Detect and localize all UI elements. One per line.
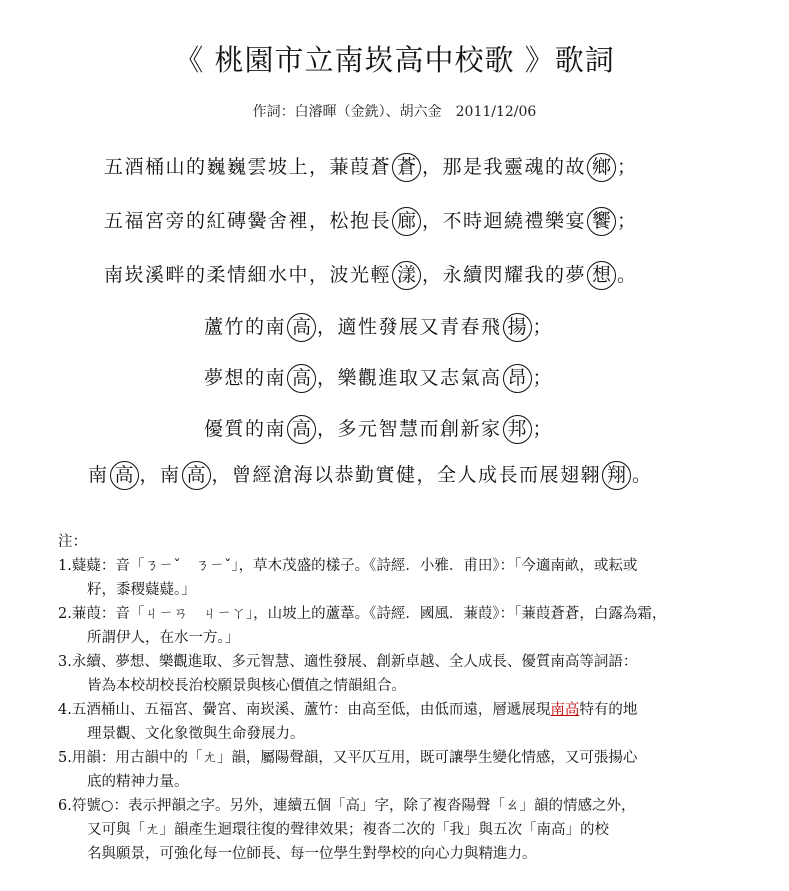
rhyme-circle: 廊 xyxy=(392,207,421,236)
rhyme-circle: 昂 xyxy=(503,364,532,393)
lyric-line: 南崁溪畔的柔情細水中，波光輕 漾 ，永續閃耀我的夢 想 。 xyxy=(104,260,638,290)
rhyme-circle: 鄉 xyxy=(587,153,616,182)
rhyme-circle: 高 xyxy=(110,461,139,490)
note-item: 6.符號○：表示押韻之字。另外，連續五個「高」字，除了複沓陽聲「ㄠ」韻的情感之外， 又可與「ㄤ」韻產生迴環往復的聲律效果；複沓二次的「我」與五次「南高」的校 名與願景，可強化每一位師長、每一位學生對學校的向心力與精進力。 xyxy=(58,798,636,862)
lyric-line: 南 高 ，南 高 ，曾經滄海以恭勤實健，全人成長而展翅翱 翔 。 xyxy=(88,460,653,490)
rhyme-circle: 邦 xyxy=(503,415,532,444)
lyricist-byline: 作詞：白濬暉（金銑）、胡六金 2011/12/06 xyxy=(252,104,537,120)
rhyme-circle: 揚 xyxy=(503,313,532,342)
note-item: 1.薿薿：音「ㄋㄧˇ ㄋㄧˇ」，草木茂盛的樣子。《詩經．小雅．甫田》：「今適南畝，或耘或 籽，黍稷薿薿。」 xyxy=(58,558,638,598)
note-item: 2.蒹葭：音「ㄐㄧㄢ ㄐㄧㄚ」，山坡上的蘆葦。《詩經．國風．蒹葭》：「蒹葭蒼蒼，白露為霜， 所謂伊人，在水一方。」 xyxy=(58,606,667,646)
notes-section xyxy=(58,530,748,866)
rhyme-circle: 高 xyxy=(287,415,316,444)
page-title: 《 桃園市立南崁高中校歌 》歌詞 xyxy=(174,43,615,77)
note-item: 3.永續、夢想、樂觀進取、多元智慧、適性發展、創新卓越、全人成長、優質南高等詞語： 皆為本校胡校長治校願景與核心價值之情韻組合。 xyxy=(58,654,638,694)
lyric-line: 五福宮旁的紅磚黌舍裡，松抱長 廊 ，不時迴繞禮樂宴 饗 ； xyxy=(104,206,638,236)
rhyme-circle: 高 xyxy=(287,313,316,342)
rhyme-circle: 饗 xyxy=(587,207,616,236)
rhyme-circle: 漾 xyxy=(392,261,421,290)
lyric-line: 五酒桶山的巍巍雲坡上，蒹葭蒼 蒼 ，那是我靈魂的故 鄉 ； xyxy=(104,152,638,182)
lyric-line: 優質的南 高 ，多元智慧而創新家 邦 ； xyxy=(204,414,553,444)
rhyme-circle: 翔 xyxy=(602,461,631,490)
highlighted-term: 南高 xyxy=(550,702,580,718)
rhyme-circle: 高 xyxy=(182,461,211,490)
lyric-line: 夢想的南 高 ，樂觀進取又志氣高 昂 ； xyxy=(204,363,553,393)
rhyme-circle: 想 xyxy=(587,261,616,290)
note-item: 5.用韻：用古韻中的「ㄤ」韻，屬陽聲韻，又平仄互用，既可讓學生變化情感，又可張揚心 底的精神力量。 xyxy=(58,750,638,790)
lyric-line: 蘆竹的南 高 ，適性發展又青春飛 揚 ； xyxy=(204,312,553,342)
notes-heading: 注： xyxy=(58,534,87,550)
rhyme-circle: 高 xyxy=(287,364,316,393)
note-item: 4.五酒桶山、五福宮、黌宮、南崁溪、蘆竹：由高至低，由低而遠，層遞展現南高特有的地 理景觀、文化象徵與生命發展力。 xyxy=(58,702,638,742)
rhyme-circle: 蒼 xyxy=(392,153,421,182)
